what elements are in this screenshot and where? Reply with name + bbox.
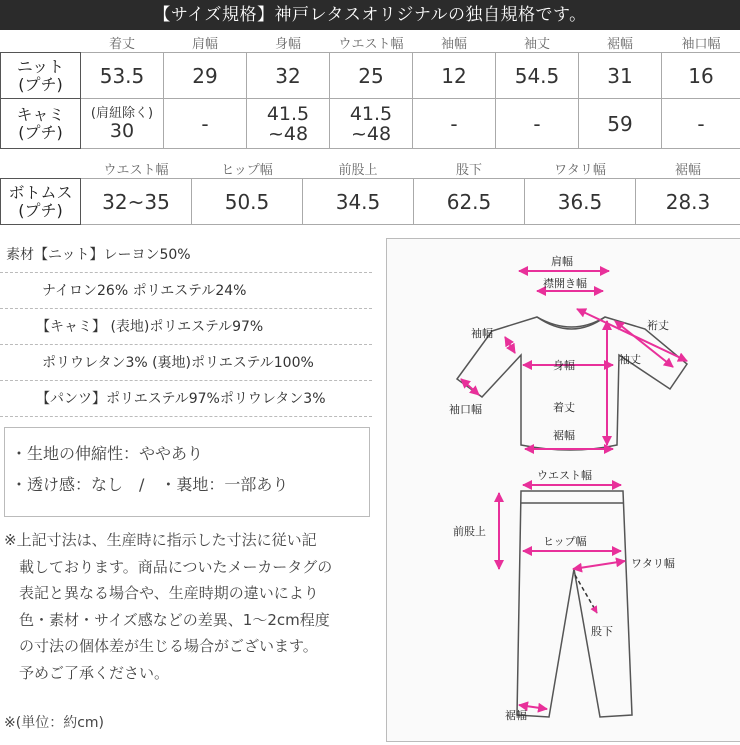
row-label-line: (プチ): [18, 201, 63, 220]
size-cell: [330, 99, 413, 149]
label-raglan: 裄丈: [647, 318, 669, 332]
cami-row: [1, 99, 740, 149]
pants-outline: [517, 491, 632, 717]
col-header: ヒップ幅: [192, 158, 303, 179]
label-hem-pants: 裾幅: [505, 708, 527, 722]
fabric-features-box: [4, 427, 370, 517]
row-label-line: (プチ): [18, 75, 63, 94]
row-label-line: ボトムス: [8, 183, 72, 202]
material-line: 素材【ニット】レーヨン50%: [0, 238, 372, 273]
size-value: ~48: [268, 123, 308, 145]
label-rise: 前股上: [453, 524, 486, 538]
top-size-table: [0, 32, 740, 149]
bottom-table-header: [1, 158, 740, 179]
size-cell: 16: [662, 53, 740, 99]
size-value: 41.5: [267, 103, 309, 125]
label-body-width: 身幅: [553, 358, 575, 372]
label-neck: 襟開き幅: [543, 276, 587, 290]
label-hip: ヒップ幅: [543, 534, 587, 548]
size-cell: 53.5: [81, 53, 164, 99]
size-cell: -: [662, 99, 740, 149]
material-line: ナイロン26% ポリエステル24%: [0, 274, 372, 309]
feature-line: ・透け感：なし / ・裏地：一部あり: [5, 469, 369, 500]
label-shoulder: 肩幅: [551, 254, 573, 268]
garment-illustration: [387, 239, 740, 741]
size-cell: -: [413, 99, 496, 149]
size-cell: 59: [579, 99, 662, 149]
col-header: 袖幅: [413, 32, 496, 53]
size-cell: 36.5: [525, 179, 636, 225]
measurement-note: [4, 527, 374, 686]
size-cell: 29: [164, 53, 247, 99]
size-banner: 【サイズ規格】神戸レタスオリジナルの独自規格です。: [0, 0, 740, 30]
label-inseam: 股下: [591, 625, 613, 638]
size-cell: -: [496, 99, 579, 149]
size-cell: 31: [579, 53, 662, 99]
top-table-header: [1, 32, 740, 53]
col-header: ウエスト幅: [330, 32, 413, 53]
measurement-diagram: [386, 238, 740, 742]
col-header: ワタリ幅: [525, 158, 636, 179]
row-label-line: ニット: [17, 57, 64, 76]
note-line: 色・素材・サイズ感などの差異、1～2cm程度: [4, 607, 374, 634]
col-header: 肩幅: [164, 32, 247, 53]
row-label: [1, 99, 81, 149]
label-sleeve-width: 袖幅: [471, 326, 493, 340]
material-line: 【パンツ】ポリエステル97%ポリウレタン3%: [0, 382, 372, 417]
unit-note: ※(単位：約cm): [4, 712, 104, 732]
label-sleeve-length: 袖丈: [619, 352, 641, 366]
sleeve-width-arrow: [505, 337, 515, 353]
size-cell: 32~35: [81, 179, 192, 225]
col-header: 股下: [414, 158, 525, 179]
note-line: ※上記寸法は、生産時に指示した寸法に従い記: [4, 527, 374, 554]
size-cell: 34.5: [303, 179, 414, 225]
size-cell: -: [164, 99, 247, 149]
note-line: の寸法の個体差が生じる場合がございます。: [4, 633, 374, 660]
row-label-line: (プチ): [18, 123, 63, 142]
note-line: 予めご了承ください。: [4, 660, 374, 687]
knit-row: [1, 53, 740, 99]
size-cell: 62.5: [414, 179, 525, 225]
size-cell: [81, 99, 164, 149]
label-waist: ウエスト幅: [537, 468, 592, 482]
row-label: [1, 179, 81, 225]
size-cell: 12: [413, 53, 496, 99]
size-value: ~48: [351, 123, 391, 145]
size-value: 30: [110, 120, 134, 142]
thigh-arrow: [573, 561, 625, 569]
size-cell: 28.3: [636, 179, 740, 225]
cell-note: (肩紐除く): [81, 106, 163, 121]
material-line: ポリウレタン3% (裏地)ポリエステル100%: [0, 346, 372, 381]
col-header: ウエスト幅: [81, 158, 192, 179]
note-line: 表記と異なる場合や、生産時期の違いにより: [4, 580, 374, 607]
label-length: 着丈: [553, 400, 575, 414]
col-header: 袖口幅: [662, 32, 740, 53]
size-cell: 50.5: [192, 179, 303, 225]
note-line: 載しております。商品についたメーカータグの: [4, 554, 374, 581]
bottoms-row: [1, 179, 740, 225]
col-header: 袖丈: [496, 32, 579, 53]
size-cell: 54.5: [496, 53, 579, 99]
col-header: 裾幅: [579, 32, 662, 53]
feature-line: ・生地の伸縮性：ややあり: [5, 438, 369, 469]
bottom-size-table: [0, 158, 740, 225]
material-line: 【キャミ】 (表地)ポリエステル97%: [0, 310, 372, 345]
col-header: 着丈: [81, 32, 164, 53]
row-label-line: キャミ: [16, 105, 64, 124]
size-cell: 32: [247, 53, 330, 99]
col-header: 裾幅: [636, 158, 740, 179]
label-hem: 裾幅: [553, 428, 575, 442]
row-label: [1, 53, 81, 99]
size-cell: [247, 99, 330, 149]
label-thigh: ワタリ幅: [631, 556, 675, 570]
col-header: 前股上: [303, 158, 414, 179]
col-header: 身幅: [247, 32, 330, 53]
label-cuff: 袖口幅: [449, 402, 482, 416]
size-cell: 25: [330, 53, 413, 99]
cuff-arrow: [461, 379, 479, 395]
size-value: 41.5: [350, 103, 392, 125]
